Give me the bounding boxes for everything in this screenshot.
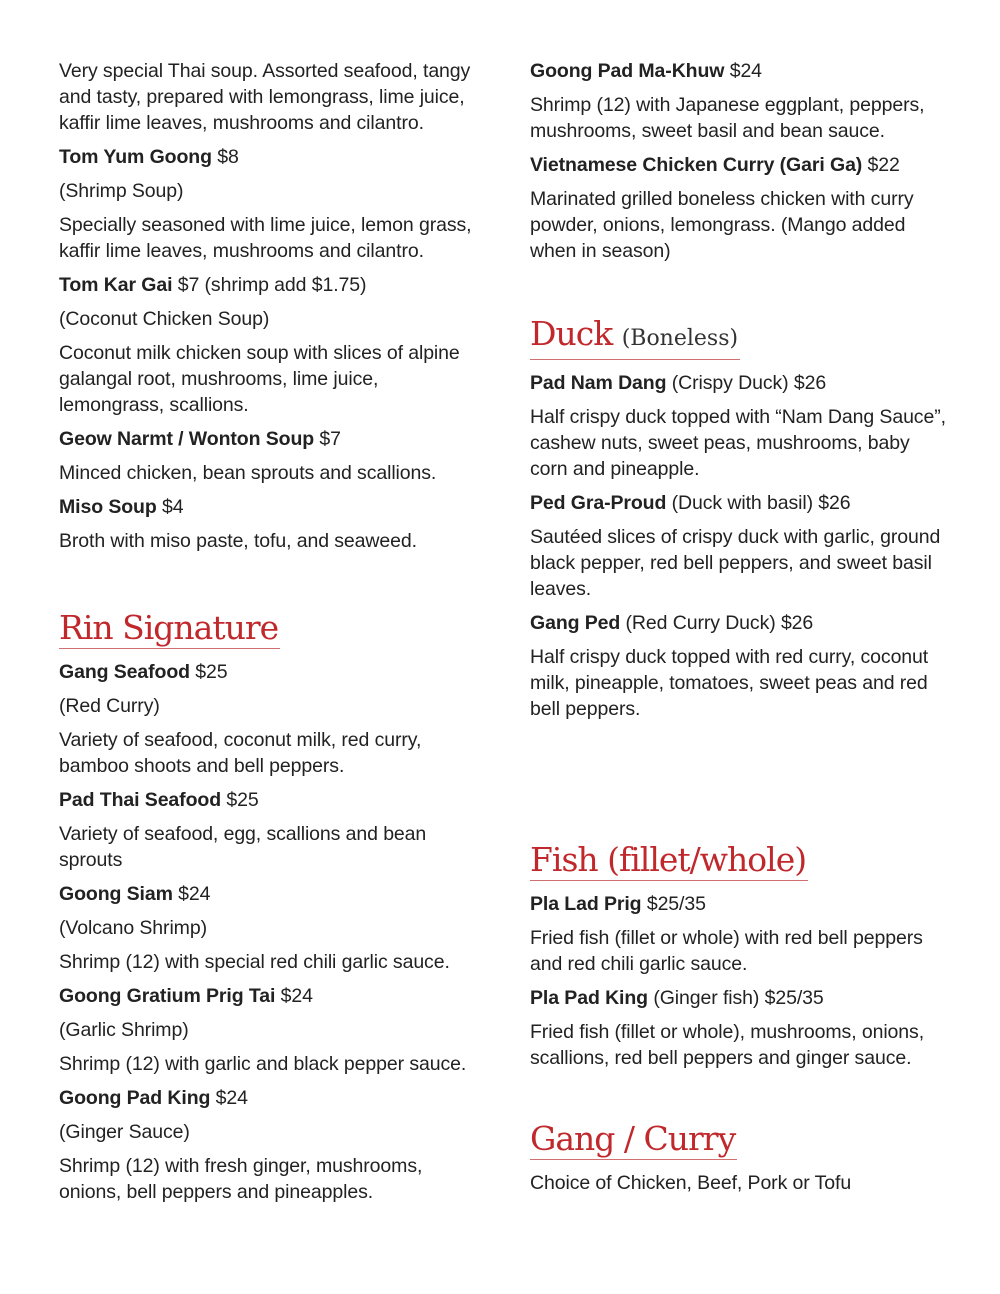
item-name: Ped Gra-Proud [530,492,667,514]
item-description: Fried fish (fillet or whole) with red bell peppers and red chili garlic sauce. [530,927,923,975]
menu-item-title [530,891,950,917]
item-price: $25/35 [641,893,706,915]
item-name: Tom Yum Goong [59,146,212,168]
section-heading-duck [530,314,740,360]
menu-item-title [59,983,479,1009]
section-spacer [530,272,950,314]
item-price: $7 (shrimp add $1.75) [172,274,367,296]
menu-item-title [530,370,950,396]
section-spacer [59,562,479,608]
section-heading-curry: Gang / Curry [530,1119,736,1158]
item-description: Variety of seafood, coconut milk, red curry, bamboo shoots and bell peppers. [59,729,422,777]
item-description: Marinated grilled boneless chicken with curry powder, onions, lemongrass. (Mango added when in season) [530,188,914,262]
item-description: Shrimp (12) with special red chili garlic sauce. [59,951,450,973]
menu-item-title [59,144,479,170]
item-price: (Crispy Duck) $26 [666,372,827,394]
item-price: $8 [211,146,239,168]
section-spacer [530,1079,950,1119]
item-description: Broth with miso paste, tofu, and seaweed. [59,530,417,552]
item-description: Half crispy duck topped with “Nam Dang Sauce”, cashew nuts, sweet peas, mushrooms, baby corn and pineapple. [530,406,946,480]
item-price: $7 [314,428,341,450]
item-name: Vietnamese Chicken Curry (Gari Ga) [530,154,863,176]
item-description: Choice of Chicken, Beef, Pork or Tofu [530,1172,852,1194]
item-description: Minced chicken, bean sprouts and scallions. [59,462,437,484]
item-description: Coconut milk chicken soup with slices of alpine galangal root, mushrooms, lime juice, lemongrass, scallions. [59,342,460,416]
left-column [59,58,479,1213]
item-description: Shrimp (12) with Japanese eggplant, peppers, mushrooms, sweet basil and bean sauce. [530,94,925,142]
item-description: Sautéed slices of crispy duck with garlic, ground black pepper, red bell peppers, and sweet basil leaves. [530,526,941,600]
item-name: Pad Thai Seafood [59,789,222,811]
item-name: Miso Soup [59,496,157,518]
menu-item-title [530,58,950,84]
item-name: Gang Ped [530,612,621,634]
item-name: Goong Pad Ma-Khuw [530,60,725,82]
menu-item-title [59,1085,479,1111]
item-name: Goong Pad King [59,1087,211,1109]
item-description: Half crispy duck topped with red curry, coconut milk, pineapple, tomatoes, sweet peas and red bell peppers. [530,646,929,720]
menu-item-title [530,152,950,178]
item-description: Shrimp (12) with fresh ginger, mushrooms, onions, bell peppers and pineapples. [59,1155,423,1203]
item-price: (Red Curry Duck) $26 [620,612,814,634]
menu-item-title [59,659,479,685]
section-heading-fish: Fish (fillet/whole) [530,840,807,879]
item-description: Fried fish (fillet or whole), mushrooms, onions, scallions, red bell peppers and ginger sauce. [530,1021,925,1069]
menu-item-title [59,494,479,520]
item-price: $24 [724,60,762,82]
item-description: Shrimp (12) with garlic and black pepper sauce. [59,1053,467,1075]
item-price: (Ginger fish) $25/35 [648,987,824,1009]
menu-item-title [59,787,479,813]
item-name: Goong Siam [59,883,173,905]
item-price: $24 [275,985,313,1007]
item-description: Specially seasoned with lime juice, lemon grass, kaffir lime leaves, mushrooms and cilantro. [59,214,472,262]
item-price: $25 [189,661,228,683]
item-name: Pla Pad King [530,987,648,1009]
item-subtitle: (Volcano Shrimp) [59,917,207,939]
item-price: $22 [862,154,900,176]
section-spacer [530,730,950,840]
item-name: Geow Narmt / Wonton Soup [59,428,315,450]
menu-item-title [59,426,479,452]
item-name: Goong Gratium Prig Tai [59,985,276,1007]
menu-item-title [530,985,950,1011]
item-price: $24 [172,883,211,905]
item-description: Very special Thai soup. Assorted seafood, tangy and tasty, prepared with lemongrass, lime juice, kaffir lime leaves, mushrooms and cilantro. [59,60,471,134]
heading-text: Duck [530,314,622,353]
item-price: $24 [210,1087,248,1109]
section-heading-signature: Rin Signature [59,608,279,647]
item-subtitle: (Coconut Chicken Soup) [59,308,270,330]
menu-item-title [530,610,950,636]
item-price: (Duck with basil) $26 [666,492,851,514]
menu-item-title [59,881,479,907]
item-subtitle: (Shrimp Soup) [59,180,184,202]
heading-subtext: (Boneless) [621,326,739,351]
item-name: Gang Seafood [59,661,190,683]
item-description: Variety of seafood, egg, scallions and bean sprouts [59,823,427,871]
menu-item-title [59,272,479,298]
item-subtitle: (Ginger Sauce) [59,1121,190,1143]
item-price: $4 [156,496,184,518]
item-name: Tom Kar Gai [59,274,173,296]
right-column [530,58,950,1204]
item-subtitle: (Red Curry) [59,695,160,717]
item-subtitle: (Garlic Shrimp) [59,1019,189,1041]
menu-item-title [530,490,950,516]
item-name: Pla Lad Prig [530,893,642,915]
item-price: $25 [221,789,259,811]
item-name: Pad Nam Dang [530,372,667,394]
